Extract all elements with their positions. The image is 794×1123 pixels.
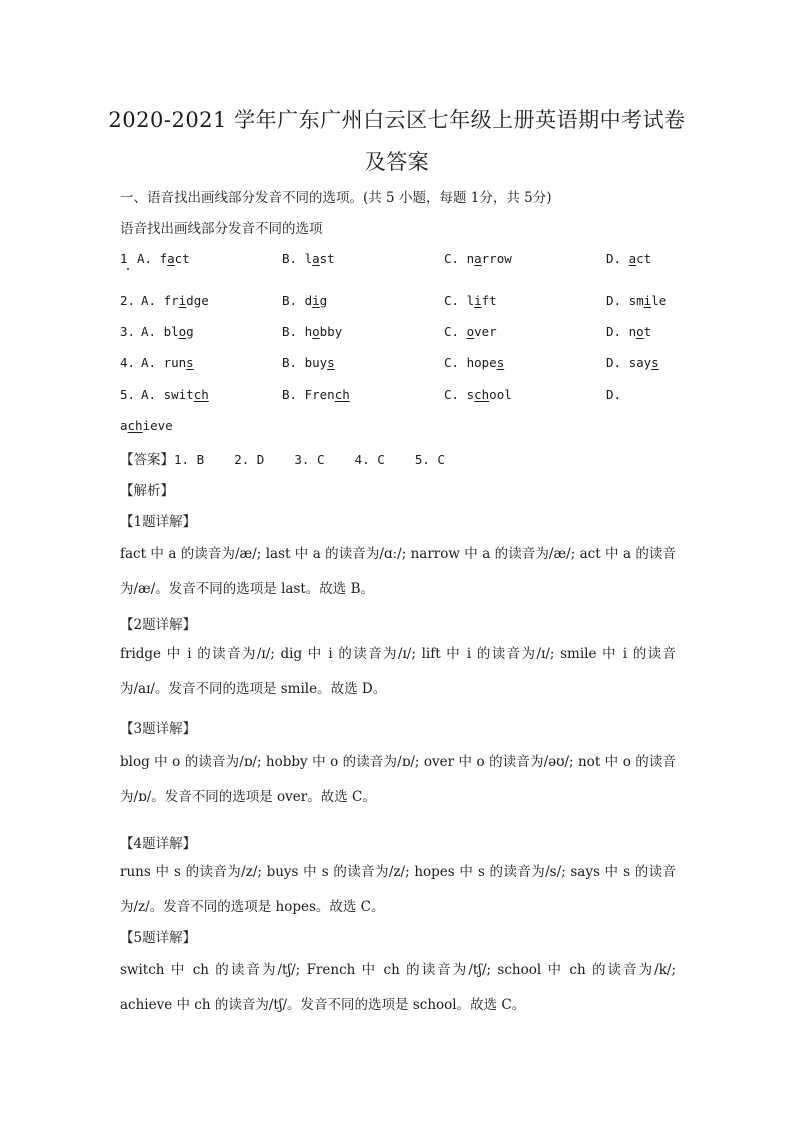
option-c[interactable]: C. school [444, 387, 512, 402]
question-number: 5. [120, 387, 136, 402]
document-title-line-1: 2020-2021 学年广东广州白云区七年级上册英语期中考试卷 [108, 108, 686, 132]
detail-2-text: fridge 中 i 的读音为/ɪ/; dig 中 i 的读音为/ɪ/; lift 中 i 的读音为/ɪ/; smile 中 i 的读音为/aɪ/。发音不同的选项是 smile。故选 D。 [120, 646, 676, 697]
detail-3-text: blog 中 o 的读音为/ɒ/; hobby 中 o 的读音为/ɒ/; over 中 o 的读音为/əʊ/; not 中 o 的读音为/ɒ/。发音不同的选项是 over。故选 C。 [120, 754, 676, 805]
option-b[interactable]: B. French [282, 387, 350, 402]
option-c[interactable]: C. over [444, 324, 497, 339]
detail-3-label: 【3题详解】 [120, 721, 197, 737]
detail-4-text: runs 中 s 的读音为/z/; buys 中 s 的读音为/z/; hopes 中 s 的读音为/s/; says 中 s 的读音为/z/。发音不同的选项是 hopes。故选 C。 [120, 864, 676, 915]
option-d[interactable]: D. [606, 387, 622, 402]
option-c[interactable]: C. narrow [444, 251, 512, 266]
option-b[interactable]: B. last [282, 251, 335, 266]
option-c[interactable]: C. hopes [444, 355, 505, 370]
question-number: 4. [120, 355, 136, 370]
answer-values: 1. B 2. D 3. C 4. C 5. C [174, 452, 445, 467]
option-a[interactable]: A. blog [141, 324, 194, 339]
option-a[interactable]: A. switch [141, 387, 209, 402]
option-b[interactable]: B. hobby [282, 324, 343, 339]
detail-1-text: fact 中 a 的读音为/æ/; last 中 a 的读音为/ɑː/; narrow 中 a 的读音为/æ/; act 中 a 的读音为/æ/。发音不同的选项是 last。故选 B。 [120, 546, 676, 597]
detail-4-label: 【4题详解】 [120, 836, 197, 852]
option-a[interactable]: A. fridge [141, 293, 209, 308]
option-d[interactable]: D. act [606, 251, 652, 266]
option-c[interactable]: C. lift [444, 293, 497, 308]
question-number: 1 [120, 251, 128, 266]
option-b[interactable]: B. buys [282, 355, 335, 370]
analysis-label: 【解析】 [120, 483, 174, 499]
detail-5-label: 【5题详解】 [120, 930, 197, 946]
option-d[interactable]: D. says [606, 355, 659, 370]
answer-line [120, 448, 445, 468]
stray-mark [127, 268, 129, 270]
option-a[interactable]: A. runs [141, 355, 194, 370]
question-number: 2. [120, 293, 136, 308]
instruction: 语音找出画线部分发音不同的选项 [120, 221, 323, 237]
option-d[interactable]: D. not [606, 324, 652, 339]
section-heading: 一、语音找出画线部分发音不同的选项。(共 5 小题，每题 1分，共 5分) [120, 190, 552, 206]
option-d[interactable]: D. smile [606, 293, 667, 308]
detail-1-label: 【1题详解】 [120, 514, 197, 530]
option-a[interactable]: A. fact [137, 251, 190, 266]
option-d-wrap[interactable]: achieve [120, 418, 173, 433]
answer-label: 【答案】 [120, 452, 174, 468]
detail-5-text: switch 中 ch 的读音为/tʃ/; French 中 ch 的读音为/tʃ/; school 中 ch 的读音为/k/; achieve 中 ch 的读音为/tʃ/。发音不同的选项是 school。故选 C。 [120, 962, 676, 1013]
detail-2-label: 【2题详解】 [120, 617, 197, 633]
question-number: 3. [120, 324, 136, 339]
document-title-line-2: 及答案 [364, 150, 430, 174]
option-b[interactable]: B. dig [282, 293, 328, 308]
